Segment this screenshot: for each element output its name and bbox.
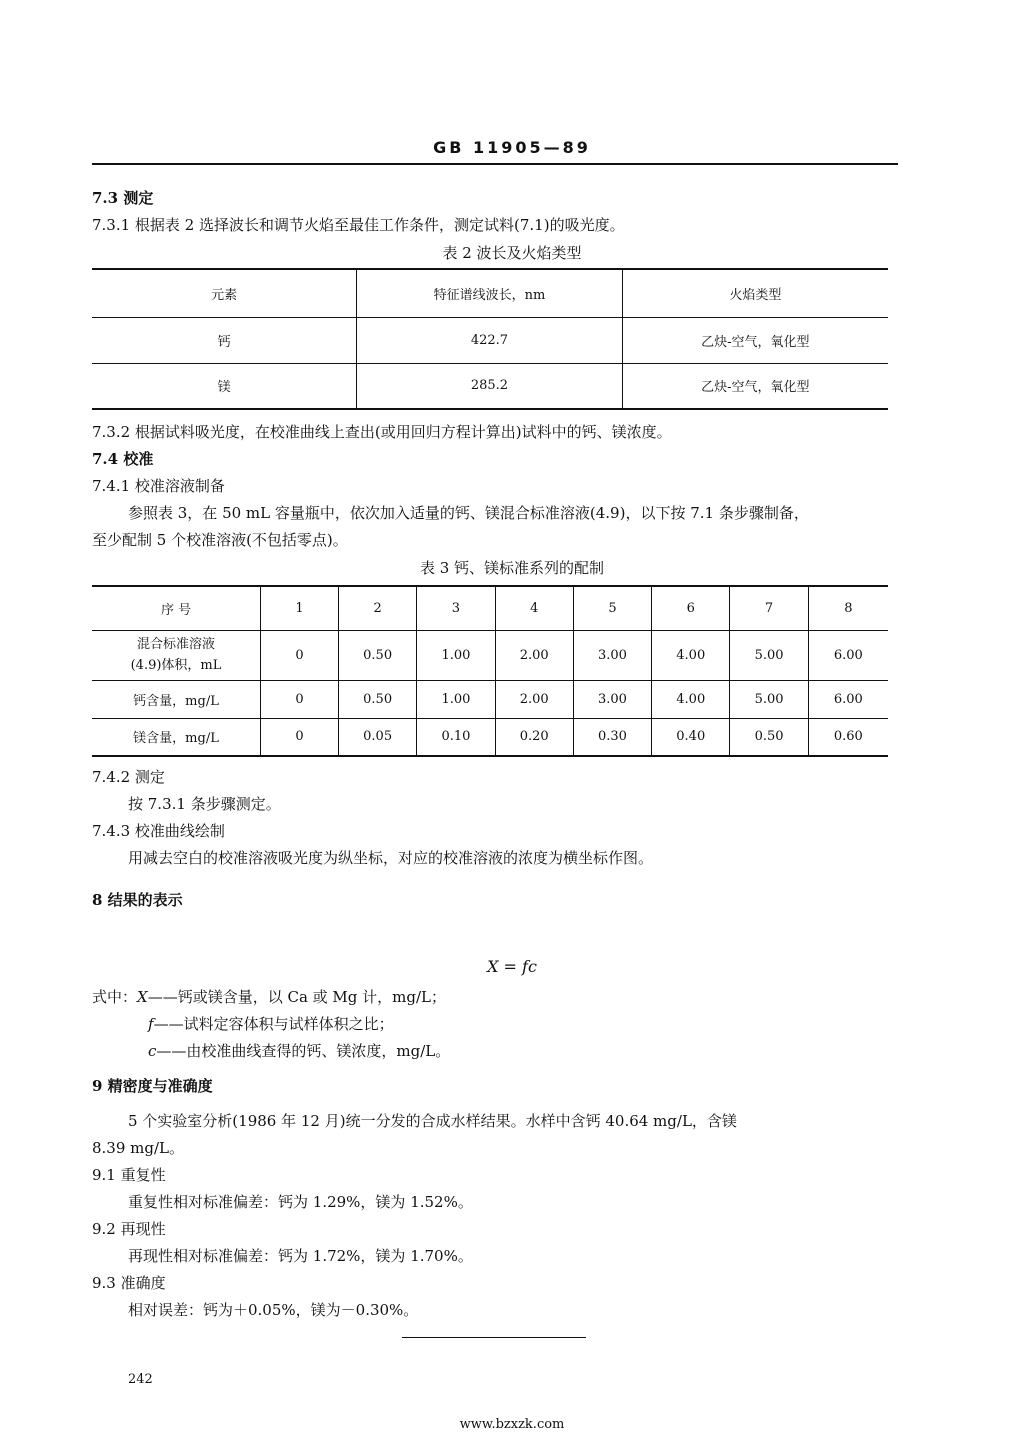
table3-number: 4 — [495, 586, 573, 630]
table3-cell: 0 — [261, 680, 339, 718]
table-row — [92, 718, 888, 756]
table3-cell: 2.00 — [495, 630, 573, 680]
formula: X = fc — [487, 957, 537, 976]
table3-cell: 4.00 — [652, 680, 730, 718]
where-line-c — [148, 1040, 450, 1061]
document-header: GB 11905—89 — [433, 138, 591, 157]
table2-cell: 钙 — [92, 317, 357, 363]
section-7-4-1-paragraph-cont: 至少配制 5 个校准溶液(不包括零点)。 — [92, 531, 348, 549]
variable-f: f — [148, 1015, 154, 1033]
section-7-4-1-title: 7.4.1 校准溶液制备 — [92, 477, 225, 495]
table2-caption: 表 2 波长及火焰类型 — [442, 244, 582, 262]
table3-cell: 0.50 — [339, 630, 417, 680]
table3-caption: 表 3 钙、镁标准系列的配制 — [419, 559, 605, 577]
section-9-title: 9 精密度与准确度 — [92, 1077, 213, 1095]
variable-x-desc: ——钙或镁含量，以 Ca 或 Mg 计，mg/L； — [147, 988, 446, 1006]
table3-row-label: 钙含量，mg/L — [92, 680, 261, 718]
table3-number: 1 — [261, 586, 339, 630]
section-7-3-title: 7.3 测定 — [92, 189, 154, 207]
table3-row1-label-b: (4.9)体积，mL — [130, 658, 222, 673]
section-9-3-title: 9.3 准确度 — [92, 1274, 166, 1292]
table3-row-label — [92, 630, 261, 680]
table3-cell: 2.00 — [495, 680, 573, 718]
table-row — [92, 363, 888, 409]
section-7-3-1: 7.3.1 根据表 2 选择波长和调节火焰至最佳工作条件，测定试料(7.1)的吸光度。 — [92, 216, 625, 234]
table3-cell: 0.40 — [652, 718, 730, 756]
section-8-title: 8 结果的表示 — [92, 891, 183, 909]
table3-cell: 0.50 — [339, 680, 417, 718]
table3-cell: 1.00 — [417, 630, 495, 680]
table3-cell: 0.20 — [495, 718, 573, 756]
table3-number: 6 — [652, 586, 730, 630]
section-7-4-2-title: 7.4.2 测定 — [92, 768, 165, 786]
table3-row-label: 镁含量，mg/L — [92, 718, 261, 756]
table3-number: 3 — [417, 586, 495, 630]
table3-cell: 5.00 — [730, 680, 808, 718]
section-9-3-body: 相对误差：钙为＋0.05%，镁为－0.30%。 — [128, 1301, 419, 1319]
footer-url: www.bzxzk.com — [459, 1417, 565, 1432]
table-row — [92, 586, 888, 630]
table3-header-label: 序 号 — [92, 586, 261, 630]
end-rule — [402, 1337, 586, 1338]
table3-number: 8 — [808, 586, 888, 630]
table3-cell: 0.60 — [808, 718, 888, 756]
section-9-paragraph: 5 个实验室分析(1986 年 12 月)统一分发的合成水样结果。水样中含钙 40.64 mg/L，含镁 — [128, 1112, 737, 1130]
table3-number: 5 — [573, 586, 651, 630]
section-9-2-body: 再现性相对标准偏差：钙为 1.72%，镁为 1.70%。 — [128, 1247, 473, 1265]
table3-row1-label-a: 混合标准溶液 — [137, 637, 216, 652]
table3-cell: 5.00 — [730, 630, 808, 680]
table-row — [92, 680, 888, 718]
table3-cell: 0.50 — [730, 718, 808, 756]
variable-c: c — [148, 1042, 157, 1060]
section-9-paragraph-cont: 8.39 mg/L。 — [92, 1139, 185, 1157]
table2-cell: 镁 — [92, 363, 357, 409]
table3-cell: 3.00 — [573, 630, 651, 680]
variable-x: X — [137, 988, 148, 1006]
table2-cell: 乙炔-空气，氧化型 — [622, 317, 888, 363]
section-7-4-3-body: 用减去空白的校准溶液吸光度为纵坐标，对应的校准溶液的浓度为横坐标作图。 — [128, 849, 654, 867]
section-9-1-title: 9.1 重复性 — [92, 1166, 166, 1184]
table3-cell: 0 — [261, 630, 339, 680]
table2-header-wavelength: 特征谱线波长，nm — [357, 269, 622, 317]
table3-cell: 1.00 — [417, 680, 495, 718]
section-9-1-body: 重复性相对标准偏差：钙为 1.29%，镁为 1.52%。 — [128, 1193, 473, 1211]
table3-cell: 0 — [261, 718, 339, 756]
table-3 — [92, 585, 888, 757]
table3-cell: 3.00 — [573, 680, 651, 718]
table3-number: 7 — [730, 586, 808, 630]
variable-f-desc: ——试料定容体积与试样体积之比； — [153, 1015, 394, 1033]
table2-cell: 422.7 — [357, 317, 622, 363]
where-prefix: 式中： — [92, 988, 138, 1006]
table3-cell: 0.05 — [339, 718, 417, 756]
table2-header-flame: 火焰类型 — [622, 269, 888, 317]
where-line-x — [92, 986, 446, 1007]
page-number: 242 — [128, 1372, 153, 1387]
table3-cell: 6.00 — [808, 680, 888, 718]
table-row — [92, 630, 888, 680]
section-7-4-title: 7.4 校准 — [92, 450, 154, 468]
table2-cell: 285.2 — [357, 363, 622, 409]
section-7-4-2-body: 按 7.3.1 条步骤测定。 — [128, 795, 281, 813]
section-7-3-2: 7.3.2 根据试料吸光度，在校准曲线上查出(或用回归方程计算出)试料中的钙、镁浓度。 — [92, 423, 672, 441]
table3-cell: 0.30 — [573, 718, 651, 756]
section-7-4-3-title: 7.4.3 校准曲线绘制 — [92, 822, 225, 840]
table-2 — [92, 268, 888, 410]
where-line-f — [148, 1013, 394, 1034]
table2-header-element: 元素 — [92, 269, 357, 317]
table3-cell: 6.00 — [808, 630, 888, 680]
table3-cell: 4.00 — [652, 630, 730, 680]
variable-c-desc: ——由校准曲线查得的钙、镁浓度，mg/L。 — [156, 1042, 451, 1060]
header-rule — [92, 163, 898, 165]
table-row — [92, 317, 888, 363]
section-9-2-title: 9.2 再现性 — [92, 1220, 166, 1238]
table3-cell: 0.10 — [417, 718, 495, 756]
table3-number: 2 — [339, 586, 417, 630]
table2-cell: 乙炔-空气，氧化型 — [622, 363, 888, 409]
section-7-4-1-paragraph: 参照表 3，在 50 mL 容量瓶中，依次加入适量的钙、镁混合标准溶液(4.9)，以下按 7.1 条步骤制备， — [128, 504, 809, 522]
